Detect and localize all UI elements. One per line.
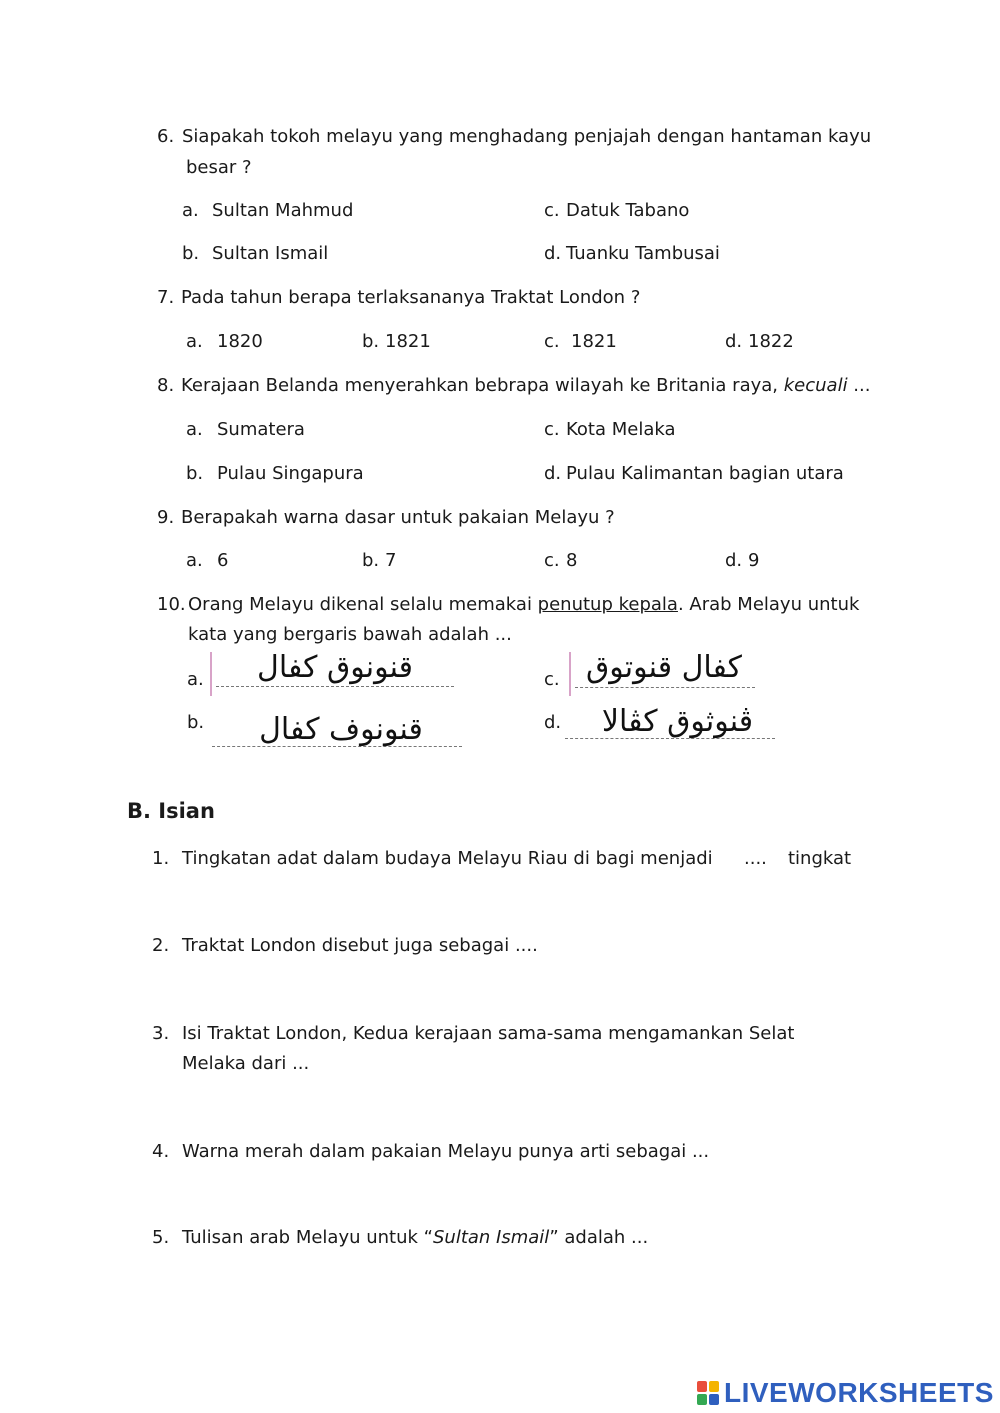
question-text-end: . Arab Melayu untuk [677,594,860,615]
item-suffix: tingkat [788,848,852,869]
item-text-end: ” adalah ... [549,1227,649,1248]
option-text[interactable]: 1821 [571,331,617,352]
baseline [575,687,755,688]
option-letter: a. [186,419,203,440]
item-text: Warna merah dalam pakaian Melayu punya arti sebagai ... [182,1141,710,1162]
option-letter: a. [182,200,199,221]
question-text [188,594,859,615]
option-letter: b. [362,550,380,571]
option-text[interactable]: 1822 [748,331,794,352]
option-letter: a. [186,550,203,571]
option-text[interactable]: 8 [566,550,578,571]
question-number: 8. [157,375,175,396]
item-number: 4. [152,1141,170,1162]
question-text: Siapakah tokoh melayu yang menghadang penjajah dengan hantaman kayu [182,126,872,147]
option-letter: b. [187,712,205,733]
badge-square [709,1381,719,1392]
option-image-frame [569,652,571,696]
option-arabic-text[interactable]: ڤنوثوق كڤالا [601,704,754,739]
item-number: 2. [152,935,170,956]
question-number: 9. [157,507,175,528]
option-text[interactable]: 1821 [385,331,431,352]
option-letter: a. [187,669,204,690]
option-letter: c. [544,331,560,352]
question-text-main: Orang Melayu dikenal selalu memakai [188,594,538,615]
option-letter: d. [544,463,562,484]
option-letter: a. [186,331,203,352]
badge-square [697,1394,707,1405]
question-text [181,375,870,396]
logo-text: LIVEWORKSHEETS [724,1377,994,1408]
badge-square [697,1381,707,1392]
option-text[interactable]: Sultan Ismail [212,243,329,264]
section-title: B. Isian [127,799,215,823]
option-text[interactable]: Tuanku Tambusai [566,243,720,264]
option-text[interactable]: 7 [385,550,397,571]
option-letter: c. [544,419,560,440]
baseline [216,686,454,687]
question-number: 6. [157,126,175,147]
liveworksheets-badge-icon [697,1381,719,1405]
item-text: Tingkatan adat dalam budaya Melayu Riau di bagi menjadi [182,848,713,869]
question-number: 10. [157,594,186,615]
question-text-cont: kata yang bergaris bawah adalah ... [188,624,512,645]
option-arabic-text[interactable]: قنونوق كفال [257,650,413,685]
question-text-italic: kecuali [783,375,848,396]
question-number: 7. [157,287,175,308]
question-text-underlined: penutup kepala [537,594,678,615]
badge-square [709,1394,719,1405]
question-text-cont: besar ? [186,157,252,178]
question-text-main: Kerajaan Belanda menyerahkan bebrapa wilayah ke Britania raya, [181,375,784,396]
option-text[interactable]: Pulau Kalimantan bagian utara [566,463,844,484]
item-number: 5. [152,1227,170,1248]
option-text[interactable]: 1820 [217,331,263,352]
option-text[interactable]: Kota Melaka [566,419,676,440]
option-text[interactable]: Sumatera [217,419,305,440]
option-text[interactable]: Sultan Mahmud [212,200,354,221]
item-text: Traktat London disebut juga sebagai .... [182,935,538,956]
item-text-italic: Sultan Ismail [433,1227,550,1248]
option-letter: b. [186,463,204,484]
answer-blank[interactable]: .... [744,848,767,869]
option-letter: c. [544,669,560,690]
item-text-main: Tulisan arab Melayu untuk “ [182,1227,433,1248]
option-arabic-text[interactable]: كفال قنوتوق [586,650,742,685]
item-number: 3. [152,1023,170,1044]
option-text[interactable]: 6 [217,550,229,571]
item-number: 1. [152,848,170,869]
option-text[interactable]: 9 [748,550,760,571]
question-text: Pada tahun berapa terlaksananya Traktat London ? [181,287,641,308]
question-text: Berapakah warna dasar untuk pakaian Melayu ? [181,507,615,528]
question-text-end: ... [847,375,871,396]
option-letter: d. [544,712,562,733]
item-text: Isi Traktat London, Kedua kerajaan sama-sama mengamankan Selat [182,1023,795,1044]
option-image-frame [210,652,212,696]
option-letter: c. [544,200,560,221]
option-text[interactable]: Datuk Tabano [566,200,690,221]
option-letter: c. [544,550,560,571]
option-letter: d. [725,331,743,352]
option-letter: b. [362,331,380,352]
option-letter: d. [544,243,562,264]
item-text [182,1227,648,1248]
option-letter: b. [182,243,200,264]
option-letter: d. [725,550,743,571]
option-arabic-text[interactable]: قنونوف كفال [259,712,423,747]
option-text[interactable]: Pulau Singapura [217,463,364,484]
item-text-cont: Melaka dari ... [182,1053,310,1074]
